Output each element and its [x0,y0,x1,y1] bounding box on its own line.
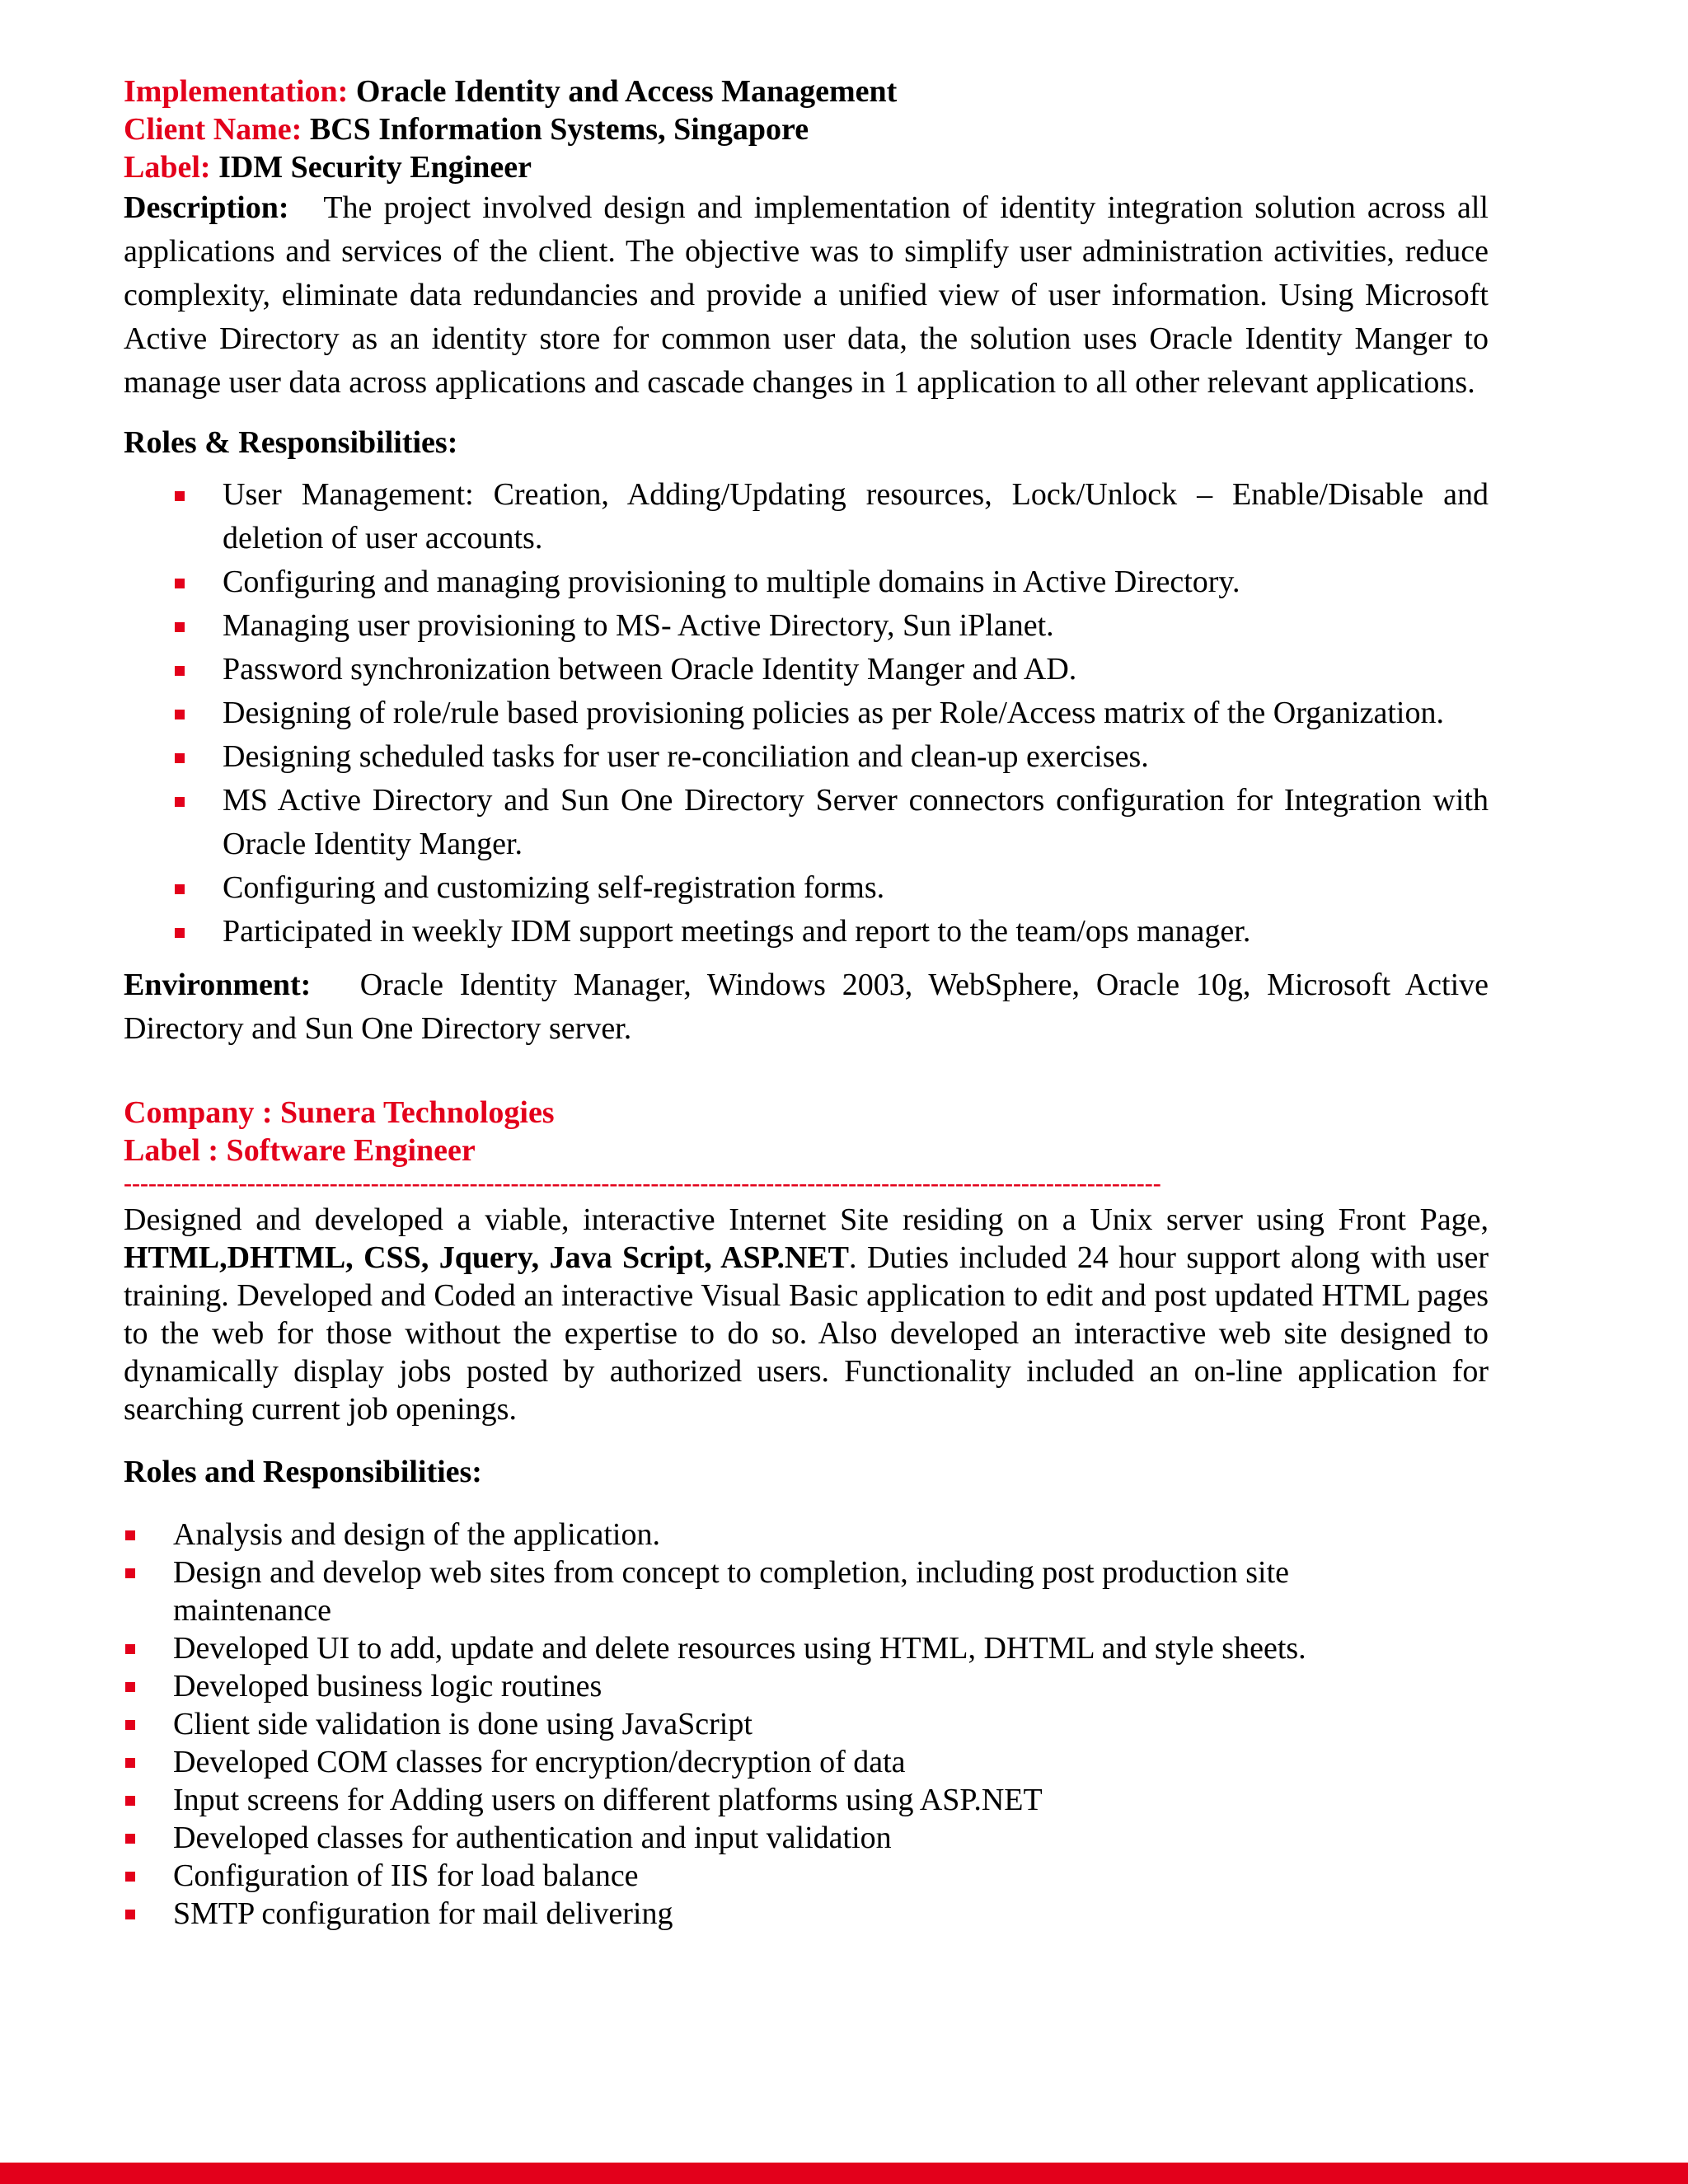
environment-label: Environment: [124,968,312,1002]
list-item: Analysis and design of the application. [173,1516,1489,1554]
list-item: Developed UI to add, update and delete resources using HTML, DHTML and style sheets. [173,1629,1489,1667]
bullet-square-icon [175,753,185,763]
client-label: Client Name: [124,112,302,147]
bullet-square-icon [175,579,185,588]
list-item: Password synchronization between Oracle Identity Manger and AD. [223,648,1489,691]
project-roles-list [124,473,1489,954]
list-item: MS Active Directory and Sun One Directory Server connectors configuration for Integration with Oracle Identity Manger. [223,779,1489,866]
project-roles-title: Roles & Responsibilities: [124,425,458,460]
list-item: User Management: Creation, Adding/Updating resources, Lock/Unlock – Enable/Disable and deletion of user accounts. [223,473,1489,560]
company-summary [124,1201,1489,1428]
summary-technologies: HTML,DHTML, CSS, Jquery, Java Script, ASP.NET [124,1240,850,1275]
list-item: Developed COM classes for encryption/decryption of data [173,1743,1489,1781]
bullet-square-icon [175,928,185,938]
list-item: Client side validation is done using JavaScript [173,1705,1489,1743]
bullet-square-icon [125,1796,135,1806]
section-divider: ------------------------------------------------------------------------------------------------------------------------------ [124,1171,1161,1196]
bullet-square-icon [175,666,185,676]
list-item: Developed classes for authentication and input validation [173,1819,1489,1857]
company-role: Label : Software Engineer [124,1133,476,1168]
list-item: Participated in weekly IDM support meetings and report to the team/ops manager. [223,910,1489,954]
company-roles-list [124,1516,1489,1933]
list-item: Configuration of IIS for load balance [173,1857,1489,1895]
description-label: Description: [124,190,289,225]
environment-text: Oracle Identity Manager, Windows 2003, WebSphere, Oracle 10g, Microsoft Active Directory and Sun One Directory server. [124,968,1489,1046]
bullet-square-icon [125,1568,135,1578]
resume-page [124,73,1489,1933]
implementation-value: Oracle Identity and Access Management [355,74,898,109]
list-item: Managing user provisioning to MS- Active Directory, Sun iPlanet. [223,604,1489,648]
role-value: IDM Security Engineer [218,150,532,185]
bullet-square-icon [125,1644,135,1654]
bullet-square-icon [175,884,185,894]
bullet-square-icon [125,1720,135,1730]
client-value: BCS Information Systems, Singapore [309,112,809,147]
role-line [124,148,1489,186]
summary-text-end: . Duties included 24 hour support along with user training. Developed and Coded an interactive Visual Basic application to edit and post updated HTML pages to the web for those without the expertise to do so. Also developed an interactive web site designed to dynamically display jobs posted by authorized users. Functionality included an on-line application for searching current job openings. [124,1240,1489,1427]
role-label: Label: [124,150,211,185]
bullet-square-icon [175,491,185,501]
list-item: Developed business logic routines [173,1667,1489,1705]
company-name: Company : Sunera Technologies [124,1095,555,1130]
client-line [124,110,1489,148]
implementation-line [124,73,1489,110]
list-item: Design and develop web sites from concept to completion, including post production site maintenance [173,1554,1489,1629]
bullet-square-icon [125,1530,135,1540]
bullet-square-icon [125,1910,135,1919]
footer-accent-bar [0,2163,1688,2184]
project-description [124,186,1489,405]
bullet-square-icon [175,622,185,632]
bullet-square-icon [175,710,185,719]
bullet-square-icon [125,1758,135,1768]
bullet-square-icon [125,1834,135,1844]
bullet-square-icon [175,797,185,807]
list-item: Configuring and customizing self-registration forms. [223,866,1489,910]
summary-text-start: Designed and developed a viable, interactive Internet Site residing on a Unix server using Front Page, [124,1202,1489,1237]
description-text: The project involved design and implementation of identity integration solution across all applications and services of the client. The objective was to simplify user administration activities, reduce complexity, eliminate data redundancies and provide a unified view of user information. Using Microsoft Active Directory as an identity store for common user data, the solution uses Oracle Identity Manger to manage user data across applications and cascade changes in 1 application to all other relevant applications. [124,190,1489,400]
list-item: Input screens for Adding users on different platforms using ASP.NET [173,1781,1489,1819]
list-item: Designing of role/rule based provisioning policies as per Role/Access matrix of the Organization. [223,691,1489,735]
bullet-square-icon [125,1872,135,1882]
project-environment [124,963,1489,1051]
company-header [124,1094,1489,1196]
bullet-square-icon [125,1682,135,1692]
list-item: Designing scheduled tasks for user re-conciliation and clean-up exercises. [223,735,1489,779]
company-roles-title: Roles and Responsibilities: [124,1455,482,1489]
list-item: Configuring and managing provisioning to multiple domains in Active Directory. [223,560,1489,604]
list-item: SMTP configuration for mail delivering [173,1895,1489,1933]
implementation-label: Implementation: [124,74,349,109]
